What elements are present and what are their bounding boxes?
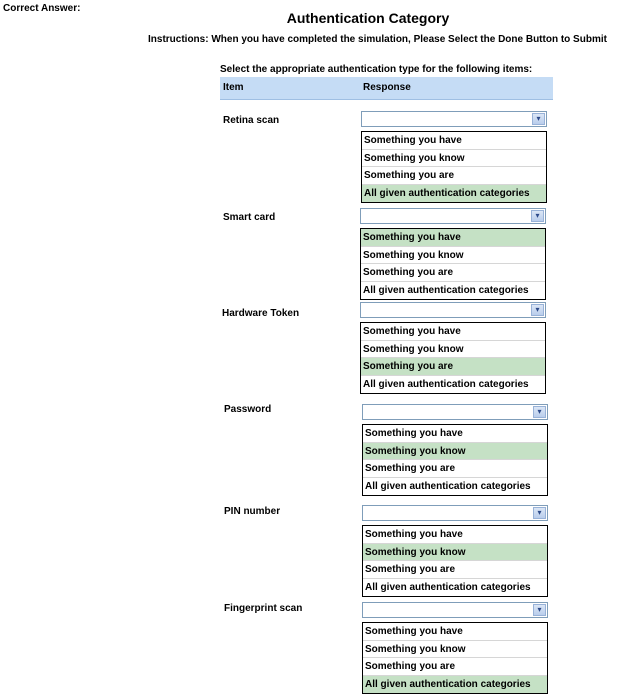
- options-list-pin-number: [362, 525, 548, 597]
- option-item[interactable]: Something you know: [362, 150, 546, 168]
- item-label-smart-card: Smart card: [223, 212, 276, 223]
- option-item[interactable]: Something you are: [361, 358, 545, 376]
- option-item[interactable]: All given authentication categories: [363, 284, 529, 296]
- options-list-fingerprint-scan: [362, 622, 548, 694]
- item-label-hardware-token: Hardware Token: [222, 308, 300, 319]
- chevron-down-icon[interactable]: ▾: [531, 210, 544, 222]
- option-item[interactable]: All given authentication categories: [362, 185, 546, 203]
- chevron-down-icon[interactable]: ▾: [533, 406, 546, 418]
- option-item[interactable]: Something you know: [363, 641, 547, 659]
- response-select-smart-card[interactable]: [360, 208, 546, 224]
- option-item[interactable]: Something you have: [362, 132, 546, 150]
- option-item[interactable]: All given authentication categories: [365, 581, 531, 593]
- response-select-fingerprint-scan[interactable]: [362, 602, 548, 618]
- question-subtitle: Select the appropriate authentication type for the following items:: [220, 64, 533, 75]
- option-item[interactable]: Something you have: [363, 526, 547, 544]
- option-item[interactable]: Something you have: [361, 229, 545, 247]
- table-header: [220, 77, 553, 100]
- option-item[interactable]: Something you have: [361, 323, 545, 341]
- chevron-down-icon[interactable]: ▾: [532, 113, 545, 125]
- option-item[interactable]: Something you are: [363, 658, 547, 676]
- chevron-down-icon[interactable]: ▾: [533, 507, 546, 519]
- chevron-down-icon[interactable]: ▾: [531, 304, 544, 316]
- option-item[interactable]: Something you are: [361, 264, 545, 282]
- option-item[interactable]: Something you know: [361, 341, 545, 359]
- options-list-password: [362, 424, 548, 496]
- option-item[interactable]: All given authentication categories: [363, 378, 529, 390]
- option-item[interactable]: Something you know: [363, 544, 547, 562]
- instructions-text: Instructions: When you have completed the simulation, Please Select the Done Button to Submit: [148, 34, 607, 45]
- option-item[interactable]: Something you have: [363, 623, 547, 641]
- options-list-retina-scan: [361, 131, 547, 203]
- option-item[interactable]: Something you are: [362, 167, 546, 185]
- item-label-fingerprint-scan: Fingerprint scan: [224, 603, 303, 614]
- item-label-pin-number: PIN number: [224, 506, 281, 517]
- page-title: Authentication Category: [286, 10, 450, 26]
- response-select-retina-scan[interactable]: [361, 111, 547, 127]
- item-label-password: Password: [224, 404, 272, 415]
- response-select-hardware-token[interactable]: [360, 302, 546, 318]
- correct-answer-label: Correct Answer:: [3, 3, 81, 14]
- option-item[interactable]: Something you know: [363, 443, 547, 461]
- option-item[interactable]: Something you know: [361, 247, 545, 265]
- option-item[interactable]: Something you are: [363, 561, 547, 579]
- options-list-hardware-token: [360, 322, 546, 394]
- option-item[interactable]: Something you are: [363, 460, 547, 478]
- header-response: Response: [363, 82, 411, 93]
- header-item: Item: [223, 82, 244, 93]
- option-item[interactable]: All given authentication categories: [363, 676, 547, 694]
- options-list-smart-card: [360, 228, 546, 300]
- option-item[interactable]: All given authentication categories: [365, 480, 531, 492]
- item-label-retina-scan: Retina scan: [223, 115, 280, 126]
- chevron-down-icon[interactable]: ▾: [533, 604, 546, 616]
- response-select-password[interactable]: [362, 404, 548, 420]
- option-item[interactable]: Something you have: [363, 425, 547, 443]
- response-select-pin-number[interactable]: [362, 505, 548, 521]
